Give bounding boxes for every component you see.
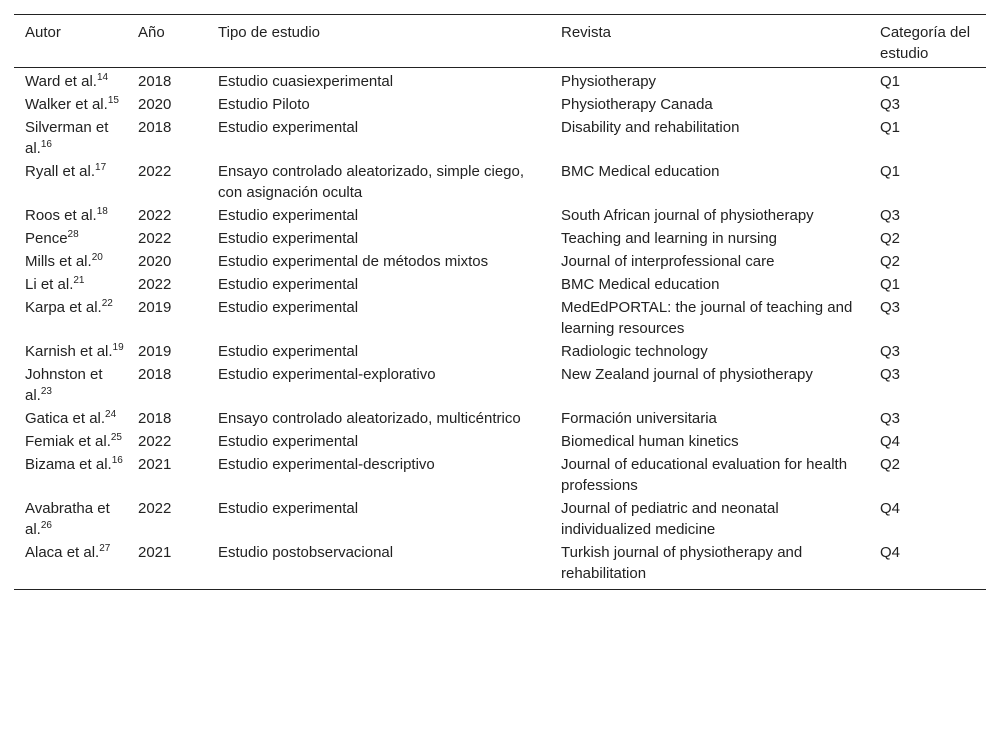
cell-categoria-text: Q4 xyxy=(880,433,901,450)
cell-tipo-text: Estudio experimental xyxy=(218,207,359,224)
cell-autor xyxy=(14,407,127,430)
cell-anio xyxy=(127,204,207,227)
reference-number: 22 xyxy=(101,298,113,309)
cell-categoria xyxy=(869,227,986,250)
reference-number: 18 xyxy=(96,206,108,217)
header-revista: Revista xyxy=(550,15,869,68)
cell-revista xyxy=(550,407,869,430)
cell-autor xyxy=(14,453,127,497)
table-row xyxy=(14,273,986,296)
cell-anio-text: 2019 xyxy=(138,299,172,316)
cell-anio-text: 2019 xyxy=(138,343,172,360)
cell-tipo-text: Estudio experimental xyxy=(218,433,359,450)
cell-anio-text: 2020 xyxy=(138,253,172,270)
table-row xyxy=(14,430,986,453)
cell-categoria xyxy=(869,68,986,94)
cell-anio xyxy=(127,273,207,296)
cell-autor-text: Silverman et al. xyxy=(25,119,109,157)
cell-autor xyxy=(14,68,127,94)
cell-tipo xyxy=(207,363,550,407)
cell-categoria-text: Q1 xyxy=(880,163,901,180)
reference-number: 19 xyxy=(112,342,124,353)
cell-tipo-text: Estudio experimental xyxy=(218,119,359,136)
cell-anio xyxy=(127,407,207,430)
cell-revista xyxy=(550,227,869,250)
table-row xyxy=(14,204,986,227)
cell-anio xyxy=(127,250,207,273)
reference-number: 25 xyxy=(110,432,122,443)
cell-autor xyxy=(14,363,127,407)
cell-autor xyxy=(14,497,127,541)
cell-tipo xyxy=(207,296,550,340)
cell-categoria xyxy=(869,541,986,590)
header-categoria: Categoría del estudio xyxy=(869,15,986,68)
cell-autor-text: Alaca et al. xyxy=(25,544,100,561)
header-row xyxy=(14,15,986,68)
table-row xyxy=(14,250,986,273)
cell-categoria-text: Q3 xyxy=(880,96,901,113)
table-row xyxy=(14,93,986,116)
cell-revista xyxy=(550,160,869,204)
cell-tipo xyxy=(207,68,550,94)
table-row xyxy=(14,407,986,430)
cell-anio-text: 2018 xyxy=(138,410,172,427)
cell-revista xyxy=(550,340,869,363)
cell-categoria-text: Q2 xyxy=(880,230,901,247)
cell-tipo xyxy=(207,93,550,116)
cell-anio xyxy=(127,116,207,160)
cell-categoria xyxy=(869,116,986,160)
cell-anio-text: 2021 xyxy=(138,456,172,473)
cell-autor-text: Li et al. xyxy=(25,276,74,293)
cell-autor-text: Karpa et al. xyxy=(25,299,102,316)
cell-categoria xyxy=(869,273,986,296)
cell-autor-text: Gatica et al. xyxy=(25,410,106,427)
cell-tipo xyxy=(207,160,550,204)
cell-revista-text: Journal of pediatric and neonatal individualized medicine xyxy=(561,500,779,538)
cell-revista xyxy=(550,273,869,296)
cell-anio-text: 2021 xyxy=(138,544,172,561)
reference-number: 28 xyxy=(67,229,79,240)
cell-anio xyxy=(127,227,207,250)
table-row xyxy=(14,453,986,497)
cell-categoria-text: Q2 xyxy=(880,456,901,473)
cell-revista xyxy=(550,541,869,590)
reference-number: 20 xyxy=(91,252,103,263)
header-tipo: Tipo de estudio xyxy=(207,15,550,68)
cell-revista-text: Journal of educational evaluation for health professions xyxy=(561,456,848,494)
table-row xyxy=(14,160,986,204)
reference-number: 17 xyxy=(95,162,107,173)
cell-revista xyxy=(550,296,869,340)
cell-categoria-text: Q3 xyxy=(880,207,901,224)
cell-autor xyxy=(14,430,127,453)
cell-categoria xyxy=(869,250,986,273)
cell-categoria xyxy=(869,204,986,227)
cell-categoria-text: Q4 xyxy=(880,500,901,517)
cell-autor xyxy=(14,296,127,340)
table-row xyxy=(14,363,986,407)
cell-anio xyxy=(127,93,207,116)
table-row xyxy=(14,541,986,590)
cell-autor-text: Walker et al. xyxy=(25,96,108,113)
cell-categoria-text: Q3 xyxy=(880,366,901,383)
cell-tipo-text: Estudio experimental xyxy=(218,343,359,360)
cell-anio-text: 2022 xyxy=(138,163,172,180)
table-row xyxy=(14,296,986,340)
cell-tipo xyxy=(207,407,550,430)
cell-categoria-text: Q3 xyxy=(880,343,901,360)
cell-tipo-text: Estudio postobservacional xyxy=(218,544,394,561)
cell-revista-text: Formación universitaria xyxy=(561,410,717,427)
cell-anio-text: 2022 xyxy=(138,500,172,517)
cell-tipo-text: Estudio experimental xyxy=(218,230,359,247)
cell-autor-text: Avabratha et al. xyxy=(25,500,110,538)
cell-autor xyxy=(14,204,127,227)
reference-number: 16 xyxy=(111,455,123,466)
cell-anio-text: 2020 xyxy=(138,96,172,113)
cell-revista xyxy=(550,204,869,227)
table-row xyxy=(14,116,986,160)
cell-revista xyxy=(550,497,869,541)
cell-categoria-text: Q1 xyxy=(880,276,901,293)
studies-table xyxy=(14,14,986,590)
cell-tipo xyxy=(207,340,550,363)
table-row xyxy=(14,497,986,541)
reference-number: 15 xyxy=(107,95,119,106)
cell-revista xyxy=(550,250,869,273)
cell-revista-text: MedEdPORTAL: the journal of teaching and learning resources xyxy=(561,299,853,337)
cell-autor xyxy=(14,541,127,590)
cell-anio xyxy=(127,541,207,590)
cell-anio xyxy=(127,296,207,340)
cell-revista xyxy=(550,93,869,116)
cell-categoria xyxy=(869,453,986,497)
cell-tipo xyxy=(207,541,550,590)
cell-revista-text: Physiotherapy Canada xyxy=(561,96,713,113)
cell-anio xyxy=(127,340,207,363)
cell-anio-text: 2022 xyxy=(138,276,172,293)
cell-autor-text: Pence xyxy=(25,230,68,247)
cell-tipo xyxy=(207,250,550,273)
cell-autor-text: Ward et al. xyxy=(25,73,97,90)
cell-categoria-text: Q4 xyxy=(880,544,901,561)
cell-autor-text: Femiak et al. xyxy=(25,433,111,450)
cell-categoria xyxy=(869,407,986,430)
cell-tipo-text: Estudio experimental xyxy=(218,276,359,293)
cell-revista xyxy=(550,430,869,453)
cell-categoria xyxy=(869,340,986,363)
cell-autor-text: Karnish et al. xyxy=(25,343,113,360)
cell-categoria-text: Q2 xyxy=(880,253,901,270)
reference-number: 23 xyxy=(40,386,52,397)
table-row xyxy=(14,68,986,94)
cell-autor xyxy=(14,340,127,363)
cell-anio xyxy=(127,363,207,407)
cell-categoria-text: Q3 xyxy=(880,299,901,316)
cell-tipo xyxy=(207,204,550,227)
table-row xyxy=(14,340,986,363)
cell-tipo-text: Estudio experimental de métodos mixtos xyxy=(218,253,489,270)
cell-anio xyxy=(127,497,207,541)
cell-tipo-text: Estudio experimental-descriptivo xyxy=(218,456,435,473)
cell-anio-text: 2022 xyxy=(138,230,172,247)
cell-anio-text: 2022 xyxy=(138,433,172,450)
table-header xyxy=(14,15,986,68)
cell-anio xyxy=(127,68,207,94)
cell-anio xyxy=(127,430,207,453)
cell-autor-text: Johnston et al. xyxy=(25,366,103,404)
cell-categoria-text: Q1 xyxy=(880,119,901,136)
cell-revista xyxy=(550,453,869,497)
reference-number: 14 xyxy=(96,72,109,83)
cell-revista-text: Disability and rehabilitation xyxy=(561,119,740,136)
cell-categoria xyxy=(869,497,986,541)
cell-tipo xyxy=(207,430,550,453)
cell-tipo-text: Estudio experimental xyxy=(218,500,359,517)
cell-revista-text: BMC Medical education xyxy=(561,276,720,293)
table-body xyxy=(14,68,986,590)
cell-revista-text: BMC Medical education xyxy=(561,163,720,180)
cell-anio xyxy=(127,160,207,204)
reference-number: 21 xyxy=(73,275,85,286)
reference-number: 16 xyxy=(40,139,52,150)
cell-tipo-text: Estudio Piloto xyxy=(218,96,310,113)
cell-revista-text: New Zealand journal of physiotherapy xyxy=(561,366,813,383)
cell-revista xyxy=(550,363,869,407)
cell-categoria xyxy=(869,160,986,204)
cell-anio-text: 2018 xyxy=(138,119,172,136)
cell-revista-text: Radiologic technology xyxy=(561,343,708,360)
cell-anio xyxy=(127,453,207,497)
cell-categoria xyxy=(869,93,986,116)
cell-revista-text: Journal of interprofessional care xyxy=(561,253,775,270)
header-anio: Año xyxy=(127,15,207,68)
header-autor: Autor xyxy=(14,15,127,68)
cell-autor xyxy=(14,227,127,250)
cell-tipo xyxy=(207,497,550,541)
studies-table-container xyxy=(14,14,986,590)
cell-tipo-text: Ensayo controlado aleatorizado, simple ciego, con asignación oculta xyxy=(218,163,525,201)
reference-number: 26 xyxy=(40,520,52,531)
table-row xyxy=(14,227,986,250)
cell-autor xyxy=(14,116,127,160)
cell-categoria xyxy=(869,296,986,340)
cell-autor xyxy=(14,250,127,273)
cell-revista-text: South African journal of physiotherapy xyxy=(561,207,814,224)
cell-tipo-text: Ensayo controlado aleatorizado, multicéntrico xyxy=(218,410,521,427)
cell-tipo-text: Estudio cuasiexperimental xyxy=(218,73,394,90)
cell-autor xyxy=(14,160,127,204)
cell-autor xyxy=(14,93,127,116)
cell-revista-text: Turkish journal of physiotherapy and rehabilitation xyxy=(561,544,803,582)
cell-tipo xyxy=(207,453,550,497)
cell-categoria xyxy=(869,430,986,453)
cell-tipo xyxy=(207,273,550,296)
cell-anio-text: 2018 xyxy=(138,73,172,90)
cell-tipo-text: Estudio experimental-explorativo xyxy=(218,366,436,383)
cell-revista-text: Teaching and learning in nursing xyxy=(561,230,777,247)
cell-tipo-text: Estudio experimental xyxy=(218,299,359,316)
cell-categoria xyxy=(869,363,986,407)
cell-tipo xyxy=(207,227,550,250)
cell-autor-text: Roos et al. xyxy=(25,207,97,224)
cell-tipo xyxy=(207,116,550,160)
cell-autor-text: Ryall et al. xyxy=(25,163,96,180)
cell-categoria-text: Q1 xyxy=(880,73,901,90)
reference-number: 24 xyxy=(105,409,117,420)
cell-autor-text: Mills et al. xyxy=(25,253,92,270)
cell-revista xyxy=(550,116,869,160)
cell-revista-text: Physiotherapy xyxy=(561,73,657,90)
cell-categoria-text: Q3 xyxy=(880,410,901,427)
cell-revista-text: Biomedical human kinetics xyxy=(561,433,739,450)
cell-anio-text: 2022 xyxy=(138,207,172,224)
cell-anio-text: 2018 xyxy=(138,366,172,383)
cell-revista xyxy=(550,68,869,94)
cell-autor xyxy=(14,273,127,296)
cell-autor-text: Bizama et al. xyxy=(25,456,112,473)
reference-number: 27 xyxy=(99,543,111,554)
